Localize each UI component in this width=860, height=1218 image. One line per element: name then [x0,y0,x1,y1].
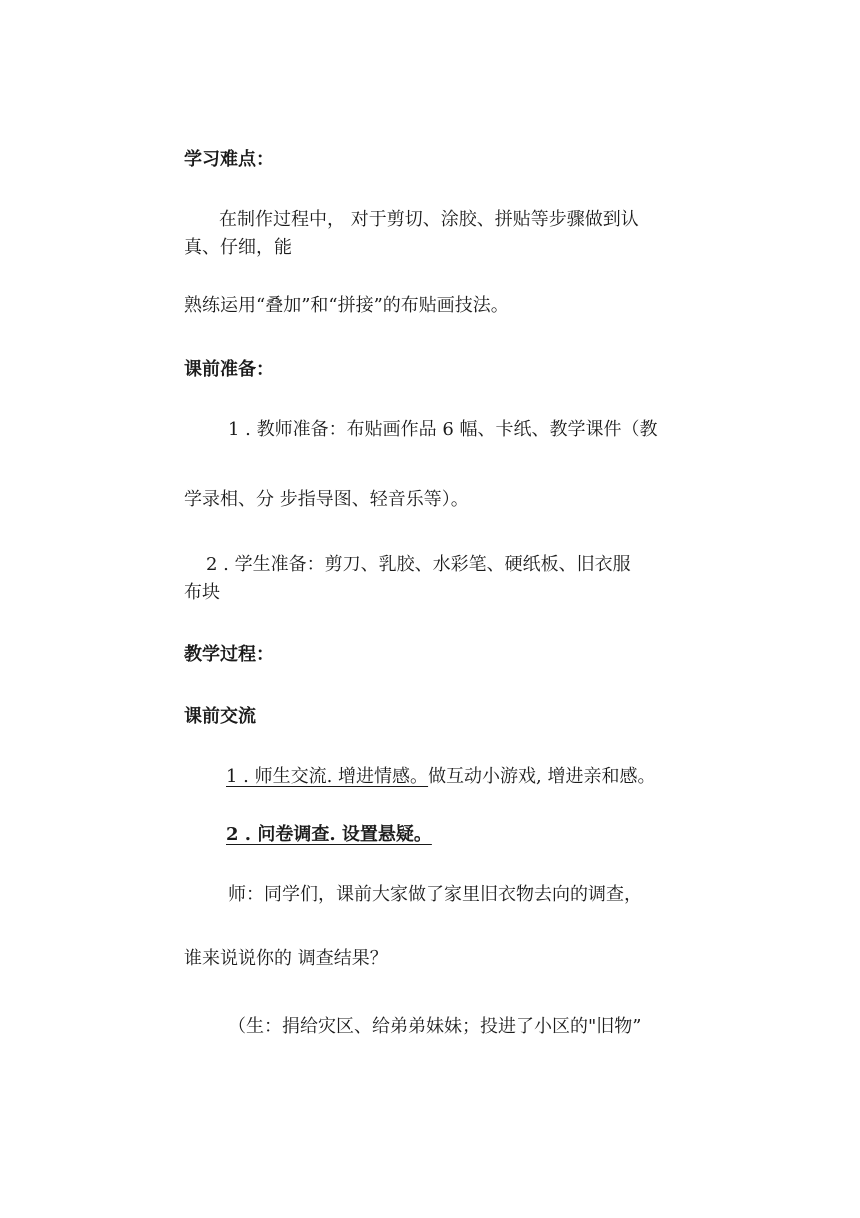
teacher-line1: 师：同学们，课前大家做了家里旧衣物去向的调查， [228,884,642,905]
difficulty-text-line2: 真、仔细，能 [184,237,292,258]
step1-line [226,763,656,791]
step2-title: 2 . 问卷调查. 设置悬疑。 [226,824,432,845]
prep-item1-line2: 学录相、分 步指导图、轻音乐等）。 [184,489,469,510]
exchange-heading: 课前交流 [184,706,256,727]
prep-item1-line1: 1 . 教师准备：布贴画作品 6 幅、卡纸、教学课件（教 [228,419,658,440]
prep-heading: 课前准备： [184,359,274,380]
prep-item2-line1: 2 . 学生准备：剪刀、乳胶、水彩笔、硬纸板、旧衣服 [206,554,631,575]
step2-line [226,821,432,849]
step1-title: 1 . 师生交流. 增进情感。 [226,766,429,787]
difficulty-text-line1: 在制作过程中， 对于剪切、涂胶、拼贴等步骤做到认 [219,209,639,230]
difficulty-heading: 学习难点： [184,149,274,170]
difficulty-text-line3: 熟练运用“叠加”和“拼接”的布贴画技法。 [184,295,509,316]
student-answer-line: （生：捐给灾区、给弟弟妹妹；投进了小区的"旧物” [228,1016,642,1037]
prep-item2-line2: 布块 [184,582,220,603]
teacher-line2: 谁来说说你的 调查结果？ [184,948,388,969]
process-heading: 教学过程： [184,644,274,665]
step1-description: 做互动小游戏, 增进亲和感。 [428,766,656,787]
